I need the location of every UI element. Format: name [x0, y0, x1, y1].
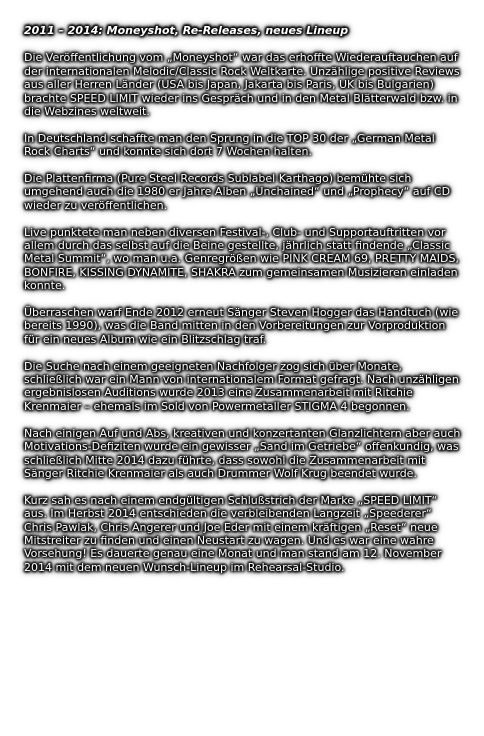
- paragraph-moneyshot-release: Die Veröffentlichung vom „Moneyshot“ war das erhoffte Wiederauftauchen auf der internationalen Melodic/Classic Rock Weltkarte. Unzählige positive Reviews aus aller Herren Länder (USA bis Japan, Jakarta bis Paris, UK bis Bulgarien) brachte SPEED LIMIT wieder ins Gespräch und in den Metal Blätterwald bzw. in die Webzines weltweit.: [24, 51, 460, 119]
- paragraph-re-releases: Die Plattenfirma (Pure Steel Records Sublabel Karthago) bemühte sich umgehend auch die 1980 er Jahre Alben „Unchained“ und „Prophecy“ auf CD wieder zu veröffentlichen.: [24, 172, 451, 212]
- history-article: [24, 24, 462, 588]
- paragraph-new-singer-search: Die Suche nach einem geeigneten Nachfolger zog sich über Monate, schließlich war ein Mann von internationalem Format gefragt. Nach unzähligen ergebnislosen Auditions wurde 2013 eine Zusammenarbeit mit Ritchie Krenmaier – ehemals im Sold von Powermetaller STIGMA 4 begonnen.: [24, 359, 459, 413]
- paragraph-lineup-split: Nach einigen Auf und Abs, kreativen und konzertanten Glanzlichtern aber auch Motivations-Defiziten wurde ein gewisser „Sand im Getriebe“ offenkundig, was schließlich Mitte 2014 dazu führte, dass sowohl die Zusammenarbeit mit Sänger Ritchie Krenmaier als auch Drummer Wolf Krug beendet wurde.: [24, 426, 461, 480]
- paragraph-restart: Kurz sah es nach einem endgültigen Schlußstrich der Marke „SPEED LIMIT“ aus. Im Herbst 2014 entschieden die verbleibenden Langzeit „Speederer“ Chris Pawlak, Chris Angerer und Joe Eder mit einem kräftigen „Reset“ neue Mitstreiter zu finden und einen Neustart zu wagen. Und es war eine wahre Vorsehung! Es dauerte genau eine Monat und man stand am 12. November 2014 mit dem neuen Wunsch-Lineup im Rehearsal-Studio.: [24, 493, 442, 574]
- section-heading: 2011 – 2014: Moneyshot, Re-Releases, neues Lineup: [24, 24, 349, 37]
- paragraph-singer-departure: Überraschen warf Ende 2012 erneut Sänger Steven Hogger das Handtuch (wie bereits 1990), was die Band mitten in den Vorbereitungen zur Vorproduktion für ein neues Album wie ein Blitzschlag traf.: [24, 306, 459, 346]
- paragraph-live-shows: Live punktete man neben diversen Festival-, Club- und Supportauftritten vor allem durch das selbst auf die Beine gestellte, jährlich statt findende „Classic Metal Summit“, wo man u.a. Genregrößen wie PINK CREAM 69, PRETTY MAIDS, BONFIRE, KISSING DYNAMITE, SHAKRA zum gemeinsamen Musizieren einladen konnte.: [24, 225, 459, 293]
- paragraph-german-charts: In Deutschland schaffte man den Sprung in die TOP 30 der „German Metal Rock Charts“ und konnte sich dort 7 Wochen halten.: [24, 131, 435, 159]
